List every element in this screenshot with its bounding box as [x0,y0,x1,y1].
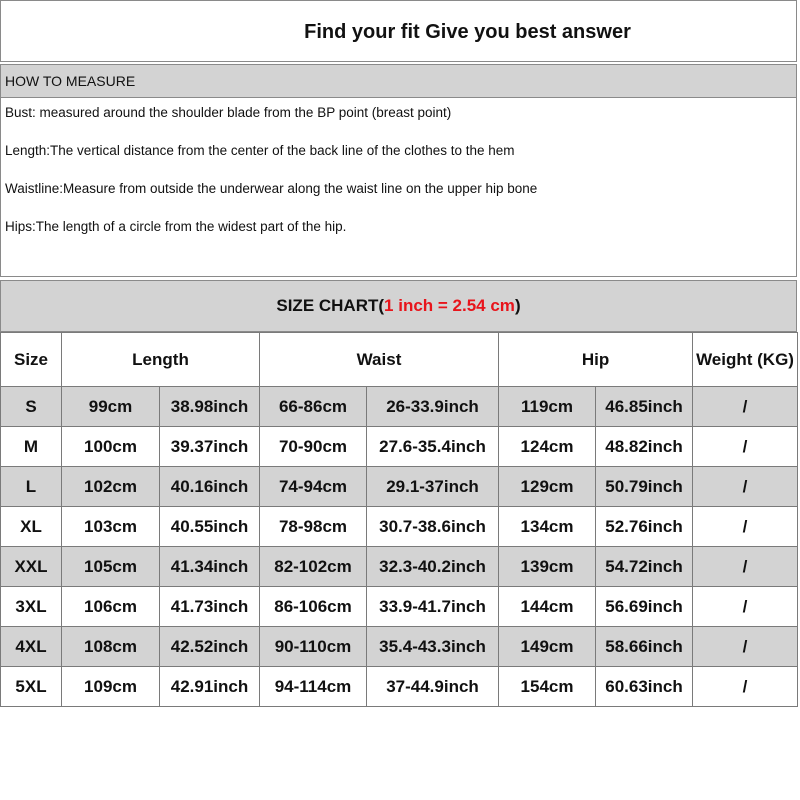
page-title: Find your fit Give you best answer [304,21,631,43]
table-row [1,427,798,467]
cell-weight: / [693,507,798,547]
cell-length-inch: 39.37inch [160,427,260,467]
measure-bust: Bust: measured around the shoulder blade from the BP point (breast point) [5,105,452,120]
header-weight-label: Weight (KG) [696,349,794,369]
cell-waist-inch: 33.9-41.7inch [367,587,499,627]
cell-hip-inch: 54.72inch [596,547,693,587]
cell-waist-inch: 32.3-40.2inch [367,547,499,587]
cell-waist-inch: 29.1-37inch [367,467,499,507]
table-row [1,627,798,667]
cell-waist-cm: 78-98cm [260,507,367,547]
cell-size: XL [1,507,62,547]
header-size: Size [1,333,62,387]
table-row [1,667,798,707]
cell-length-cm: 100cm [62,427,160,467]
measure-length: Length:The vertical distance from the center of the back line of the clothes to the hem [5,143,515,158]
size-table [0,332,798,707]
cell-length-inch: 42.52inch [160,627,260,667]
cell-waist-cm: 86-106cm [260,587,367,627]
table-row [1,587,798,627]
unit-conversion: 1 inch = 2.54 cm [384,296,515,315]
cell-length-cm: 102cm [62,467,160,507]
how-to-measure-heading: HOW TO MEASURE [1,65,796,98]
cell-waist-cm: 90-110cm [260,627,367,667]
cell-hip-inch: 56.69inch [596,587,693,627]
cell-hip-inch: 52.76inch [596,507,693,547]
header-length: Length [62,333,260,387]
table-row [1,507,798,547]
cell-size: 5XL [1,667,62,707]
table-header-row [1,333,798,387]
size-chart-heading [0,280,797,332]
cell-length-cm: 106cm [62,587,160,627]
cell-length-inch: 38.98inch [160,387,260,427]
cell-waist-inch: 37-44.9inch [367,667,499,707]
cell-hip-inch: 58.66inch [596,627,693,667]
cell-weight: / [693,467,798,507]
cell-length-inch: 41.34inch [160,547,260,587]
size-chart-title-end: ) [514,296,521,315]
cell-hip-cm: 144cm [499,587,596,627]
measure-waistline: Waistline:Measure from outside the underwear along the waist line on the upper hip bone [5,181,538,196]
cell-hip-inch: 50.79inch [596,467,693,507]
cell-weight: / [693,387,798,427]
cell-length-cm: 105cm [62,547,160,587]
cell-hip-inch: 46.85inch [596,387,693,427]
cell-hip-cm: 149cm [499,627,596,667]
cell-waist-inch: 30.7-38.6inch [367,507,499,547]
cell-size: 3XL [1,587,62,627]
header-hip: Hip [499,333,693,387]
header-box [0,0,797,62]
cell-length-inch: 40.16inch [160,467,260,507]
cell-waist-cm: 74-94cm [260,467,367,507]
cell-size: S [1,387,62,427]
cell-hip-inch: 60.63inch [596,667,693,707]
cell-hip-cm: 124cm [499,427,596,467]
cell-weight: / [693,627,798,667]
size-chart-title: SIZE CHART( [276,296,385,315]
cell-weight: / [693,427,798,467]
cell-waist-cm: 82-102cm [260,547,367,587]
cell-length-cm: 99cm [62,387,160,427]
cell-size: XXL [1,547,62,587]
cell-hip-cm: 129cm [499,467,596,507]
cell-waist-inch: 35.4-43.3inch [367,627,499,667]
measure-hips: Hips:The length of a circle from the widest part of the hip. [5,219,347,234]
cell-length-inch: 41.73inch [160,587,260,627]
header-waist: Waist [260,333,499,387]
cell-waist-inch: 27.6-35.4inch [367,427,499,467]
cell-waist-cm: 94-114cm [260,667,367,707]
cell-weight: / [693,587,798,627]
table-row [1,387,798,427]
how-to-measure-section [0,64,797,277]
cell-weight: / [693,547,798,587]
table-row [1,547,798,587]
cell-hip-cm: 119cm [499,387,596,427]
cell-size: L [1,467,62,507]
cell-hip-cm: 134cm [499,507,596,547]
cell-length-inch: 42.91inch [160,667,260,707]
cell-hip-cm: 154cm [499,667,596,707]
cell-hip-cm: 139cm [499,547,596,587]
cell-length-cm: 108cm [62,627,160,667]
cell-length-cm: 103cm [62,507,160,547]
cell-waist-inch: 26-33.9inch [367,387,499,427]
cell-weight: / [693,667,798,707]
cell-size: 4XL [1,627,62,667]
cell-waist-cm: 70-90cm [260,427,367,467]
table-row [1,467,798,507]
header-weight [693,333,798,387]
cell-length-cm: 109cm [62,667,160,707]
cell-length-inch: 40.55inch [160,507,260,547]
cell-hip-inch: 48.82inch [596,427,693,467]
cell-size: M [1,427,62,467]
cell-waist-cm: 66-86cm [260,387,367,427]
